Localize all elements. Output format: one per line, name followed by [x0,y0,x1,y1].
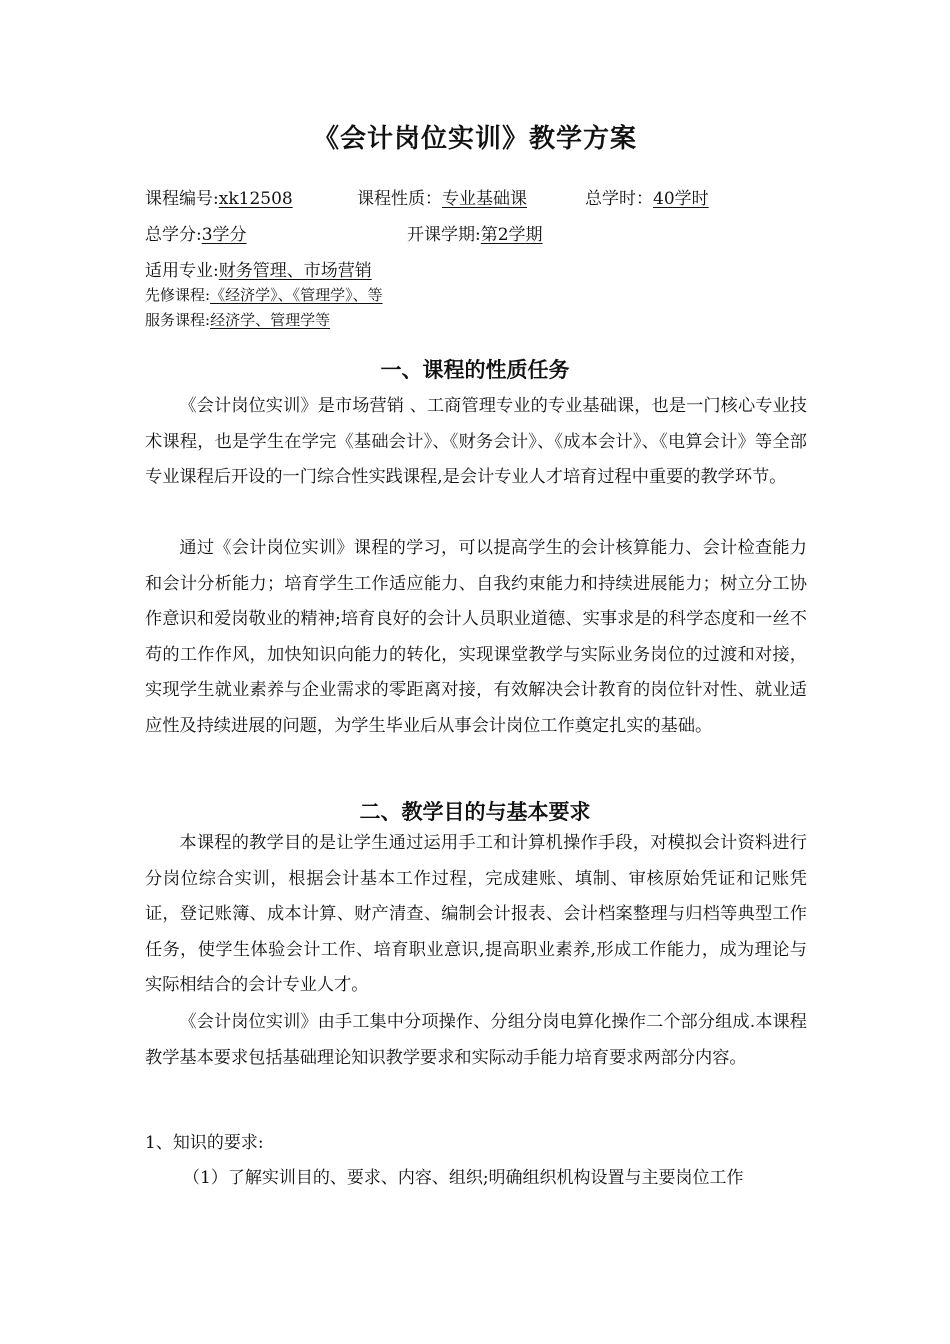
section-1-paragraph-2: 通过《会计岗位实训》课程的学习，可以提高学生的会计核算能力、会计检查能力和会计分析能力；培育学生工作适应能力、自我约束能力和持续进展能力；树立分工协作意识和爱岗敬业的精神;培育良好的会计人员职业道德、实事求是的科学态度和一丝不苟的工作作风，加快知识向能力的转化，实现课堂教学与实际业务岗位的过渡和对接，实现学生就业素养与企业需求的零距离对接，有效解决会计教育的岗位针对性、就业适应性及持续进展的问题，为学生毕业后从事会计岗位工作奠定扎实的基础。 [145,538,807,736]
section-1-heading: 一、课程的性质任务 [380,358,570,382]
course-code: 课程编号:xk12508 [145,189,293,209]
section-1-paragraph-1: 《会计岗位实训》是市场营销 、工商管理专业的专业基础课，也是一门核心专业技术课程，也是学生在学完《基础会计》、《财务会计》、《成本会计》、《电算会计》等全部专业课程后开设的一门综合性实践课程,是会计专业人才培育过程中重要的教学环节。 [145,396,807,488]
credits: 总学分:3学分 [145,225,247,245]
prerequisite-courses: 先修课程:《经济学》、《管理学》、等 [145,286,383,304]
semester: 开课学期:第2学期 [407,225,543,245]
service-courses: 服务课程:经济学、管理学等 [145,311,331,329]
knowledge-requirement-item-1: （1）了解实训目的、要求、内容、组织;明确组织机构设置与主要岗位工作 [183,1168,744,1188]
section-2-paragraph-2: 《会计岗位实训》由手工集中分项操作、分组分岗电算化操作二个部分组成.本课程教学基本要求包括基础理论知识教学要求和实际动手能力培育要求两部分内容。 [145,1012,807,1068]
total-hours: 总学时：40学时 [585,189,709,209]
section-2-heading: 二、教学目的与基本要求 [359,800,591,824]
course-type: 课程性质：专业基础课 [357,189,527,209]
knowledge-requirements-heading: 1、知识的要求: [145,1133,264,1153]
section-2-paragraph-1: 本课程的教学目的是让学生通过运用手工和计算机操作手段，对模拟会计资料进行分岗位综合实训，根据会计基本工作过程，完成建账、填制、审核原始凭证和记账凭证，登记账簿、成本计算、财产清查、编制会计报表、会计档案整理与归档等典型工作任务，使学生体验会计工作、培育职业意识,提高职业素养,形成工作能力，成为理论与实际相结合的会计专业人才。 [145,833,807,996]
applicable-majors: 适用专业:财务管理、市场营销 [145,261,372,281]
document-title: 《会计岗位实训》教学方案 [312,124,637,154]
